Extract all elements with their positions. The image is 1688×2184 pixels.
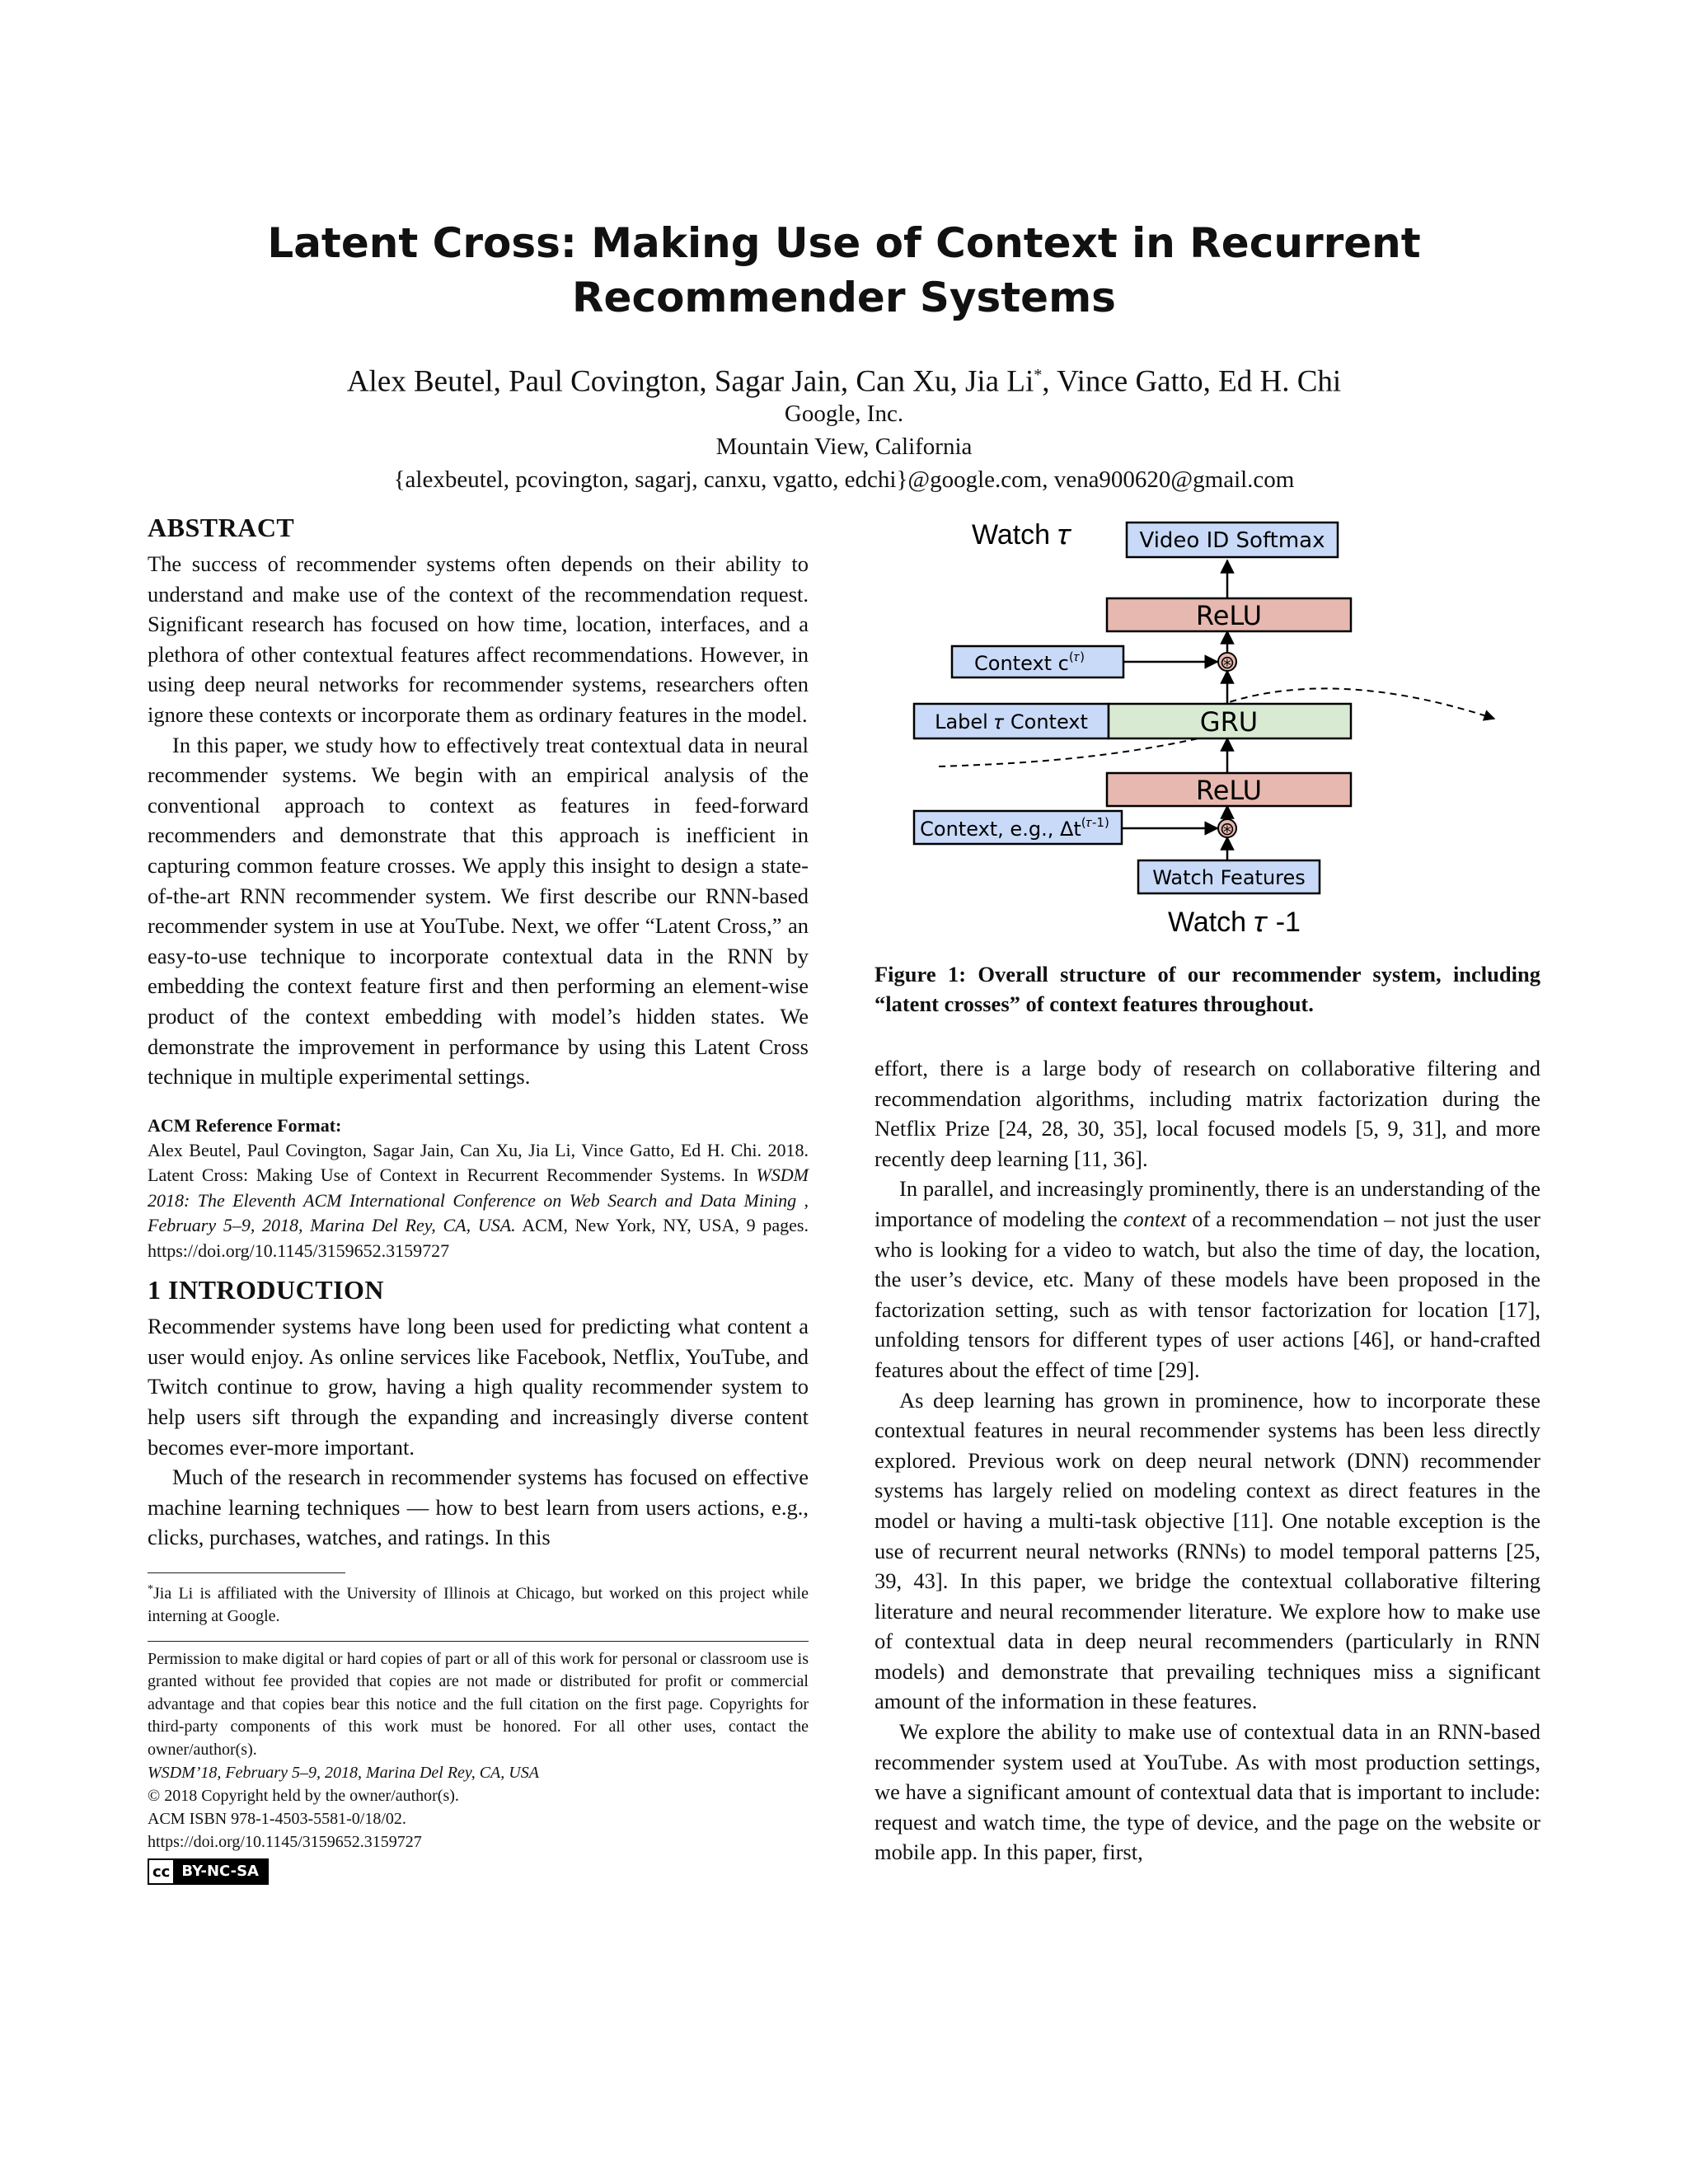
doi-line: https://doi.org/10.1145/3159652.3159727 bbox=[148, 1833, 422, 1852]
copyright-line: © 2018 Copyright held by the owner/author(s). bbox=[148, 1787, 459, 1806]
footnote-rule bbox=[148, 1572, 345, 1573]
title-line-2: Recommender Systems bbox=[572, 274, 1116, 321]
watch-features-label: Watch Features bbox=[1152, 866, 1306, 889]
affiliation-block bbox=[165, 397, 1523, 496]
context-emphasis: context bbox=[1123, 1206, 1187, 1231]
label-context-label: Label 𝜏 Context bbox=[935, 710, 1088, 733]
acm-reference-venue: WSDM 2018: The Eleventh ACM International Conference on Web Search and Data Mining , February 5–9, 2018, Marina Del Rey, CA, USA. bbox=[148, 1165, 809, 1236]
context-dt-text: Context, e.g., Δt bbox=[920, 818, 1081, 841]
figure-1 bbox=[874, 511, 1540, 948]
right-paragraph-1: effort, there is a large body of research on collaborative filtering and recommendation algorithms, including matrix factorization during the Netflix Prize [24, 28, 30, 35], local focused models [5, 9, 31], and more recently deep learning [11, 36]. bbox=[874, 1056, 1540, 1171]
isbn-line: ACM ISBN 978-1-4503-5581-0/18/02. bbox=[148, 1810, 406, 1829]
acm-reference-heading: ACM Reference Format: bbox=[148, 1114, 342, 1136]
affiliation-org: Google, Inc. bbox=[784, 401, 904, 427]
acm-reference-text bbox=[148, 1138, 809, 1264]
abstract-heading: ABSTRACT bbox=[148, 513, 295, 542]
author-list bbox=[165, 356, 1523, 401]
relu-bottom-label: ReLU bbox=[1195, 775, 1263, 806]
softmax-label: Video ID Softmax bbox=[1139, 528, 1325, 553]
permission-text: Permission to make digital or hard copies of part or all of this work for personal or classroom use is granted without fee provided that copies are not made or distributed for profit or commercial advantage and that copies bear this notice and the full citation on the first page. Copyrights for third-party components of this work must be honored. For all other uses, contact the owner/author(s). bbox=[148, 1649, 809, 1759]
authors-post: , Vince Gatto, Ed H. Chi bbox=[1042, 364, 1342, 399]
cc-license-label: BY-NC-SA bbox=[173, 1860, 267, 1883]
right-paragraph-2 bbox=[874, 1174, 1540, 1385]
affiliation-emails: {alexbeutel, pcovington, sagarj, canxu, vgatto, edchi}@google.com, vena900620@gmail.com bbox=[393, 466, 1295, 493]
right-column bbox=[874, 511, 1540, 1868]
introduction-heading: 1 INTRODUCTION bbox=[148, 1275, 385, 1305]
author-footnote-mark: * bbox=[1034, 366, 1043, 384]
right-paragraph-2-b: of a recommendation – not just the user who is looking for a video to watch, but also the time of day, the location, the user’s device, etc. Many of these models have been proposed in the factorization setting, such as with tensor factorization for location [17], unfolding tensors for different types of user actions [46], or hand-crafted features about the effect of time [29]. bbox=[874, 1206, 1540, 1382]
watch-tau-minus-1-label: Watch 𝜏 -1 bbox=[1168, 907, 1301, 938]
right-paragraph-3: As deep learning has grown in prominence, how to incorporate these contextual features in neural recommender systems has been less directly explored. Previous work on deep neural network (DNN) recommender systems has largely relied on modeling context as direct features in the model or having a multi-task objective [11]. One notable exception is the use of recurrent neural networks (RNNs) to model temporal patterns [25, 39, 43]. In this paper, we bridge the contextual collaborative filtering literature and neural recommender literature. We explore how to make use of contextual data in deep neural recommenders (particularly in RNN models) and demonstrate that prevailing techniques miss a significant amount of the information in these features. bbox=[874, 1387, 1540, 1714]
affiliation-location: Mountain View, California bbox=[715, 434, 973, 460]
right-paragraph-2-a: In parallel, and increasingly prominently, there is an understanding of the importance of modeling the bbox=[874, 1176, 1540, 1231]
abstract-paragraph-2: In this paper, we study how to effectively treat contextual data in neural recommender systems. We begin with an empirical analysis of the conventional approach to context as features in feed-forward recommenders and demonstrate that this approach is inefficient in capturing common feature crosses. We apply this insight to design a state-of-the-art RNN recommender system. We first describe our RNN-based recommender system in use at YouTube. Next, we offer “Latent Cross,” an easy-to-use technique to incorporate contextual data in the RNN by embedding the context feature first and then performing an element-wise product of the context embedding with model’s hidden states. We demonstrate the improvement in performance by using this Latent Cross technique in multiple experimental settings. bbox=[148, 732, 809, 1090]
context-c-text: Context c bbox=[974, 652, 1069, 675]
context-dt-label bbox=[920, 815, 1109, 841]
product-bottom-symbol: ⊛ bbox=[1219, 819, 1236, 840]
footnote-text: Jia Li is affiliated with the University of Illinois at Chicago, but worked on this project while interning at Google. bbox=[148, 1584, 809, 1625]
gru-label: GRU bbox=[1199, 706, 1259, 738]
paper-title bbox=[165, 216, 1523, 325]
footnote bbox=[148, 1578, 809, 1628]
authors-pre: Alex Beutel, Paul Covington, Sagar Jain, Can Xu, Jia Li bbox=[346, 364, 1034, 399]
acm-reference-part-1: Alex Beutel, Paul Covington, Sagar Jain, Can Xu, Jia Li, Vince Gatto, Ed H. Chi. 2018. Latent Cross: Making Use of Context in Recurrent Recommender Systems. In bbox=[148, 1139, 809, 1186]
acm-reference-part-2: ACM, New York, NY, USA, 9 pages. https://doi.org/10.1145/3159652.3159727 bbox=[148, 1215, 809, 1261]
context-c-label bbox=[974, 649, 1085, 675]
architecture-diagram bbox=[874, 511, 1540, 948]
permission-rule bbox=[148, 1641, 809, 1642]
context-c-superscript: (𝜏) bbox=[1068, 649, 1085, 664]
left-column bbox=[148, 511, 809, 1885]
permission-venue: WSDM’18, February 5–9, 2018, Marina Del Rey, CA, USA bbox=[148, 1764, 539, 1783]
product-top-symbol: ⊛ bbox=[1219, 653, 1236, 673]
relu-top-label: ReLU bbox=[1195, 600, 1263, 631]
title-line-1: Latent Cross: Making Use of Context in Recurrent bbox=[267, 219, 1421, 267]
intro-paragraph-1: Recommender systems have long been used for predicting what content a user would enjoy. As online services like Facebook, Netflix, YouTube, and Twitch continue to grow, having a high quality recommender system to help users sift through the expanding and increasingly diverse content becomes ever-more important. bbox=[148, 1314, 809, 1460]
abstract-paragraph-1: The success of recommender systems often depends on their ability to understand and make use of the context of the recommendation request. Significant research has focused on how time, location, interfaces, and a plethora of other contextual features affect recommendations. However, in using deep neural networks for recommender systems, researchers often ignore these contexts or incorporate them as ordinary features in the model. bbox=[148, 551, 809, 727]
cc-license-badge bbox=[148, 1858, 269, 1885]
intro-paragraph-2: Much of the research in recommender systems has focused on effective machine learning techniques — how to best learn from users actions, e.g., clicks, purchases, watches, and ratings. In this bbox=[148, 1465, 809, 1550]
figure-1-caption: Figure 1: Overall structure of our recommender system, including “latent crosses” of context features throughout. bbox=[874, 962, 1540, 1016]
cc-icon: cc bbox=[149, 1863, 173, 1881]
right-paragraph-4: We explore the ability to make use of contextual data in an RNN-based recommender system used at YouTube. As with most production settings, we have a significant amount of contextual data that is important to include: request and watch time, the type of device, and the page on the website or mobile app. In this paper, first, bbox=[874, 1719, 1540, 1865]
footnote-mark: * bbox=[148, 1582, 153, 1596]
context-dt-superscript: (𝜏-1) bbox=[1081, 815, 1109, 830]
watch-tau-label: Watch 𝜏 bbox=[972, 519, 1072, 551]
